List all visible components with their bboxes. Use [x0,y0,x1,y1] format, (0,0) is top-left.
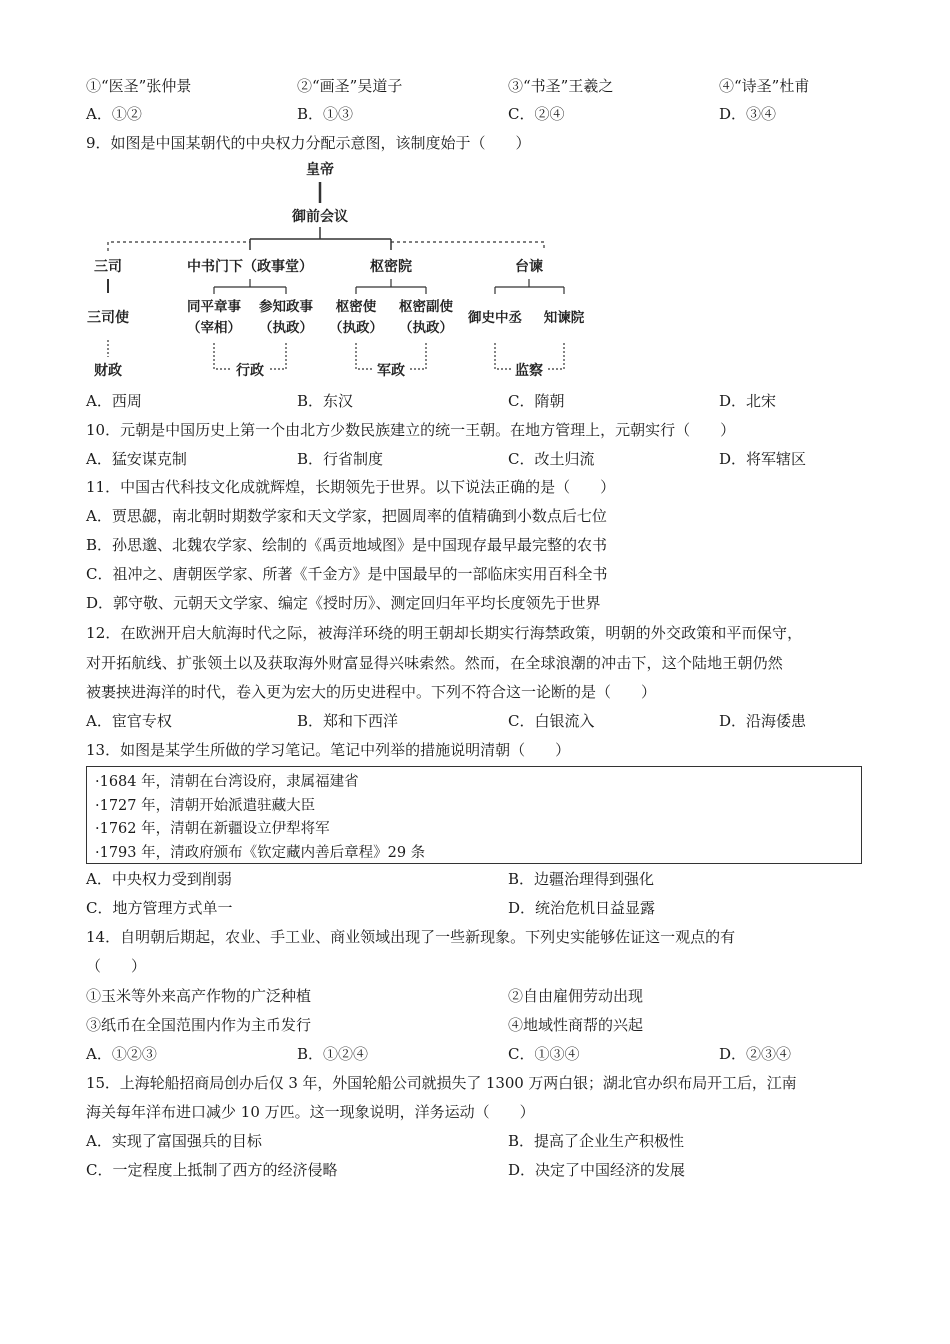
q9-stem: 9．如图是中国某朝代的中央权力分配示意图，该制度始于（ ） [86,134,531,152]
q14-option-d[interactable]: D．②③④ [719,1045,792,1063]
diagram-shumishi-note: （执政） [329,320,383,336]
q15-option-c[interactable]: C．一定程度上抵制了西方的经济侵略 [86,1161,338,1179]
note-line: ·1684 年，清朝在台湾设府，隶属福建省 [95,774,359,790]
diagram-zhongshumenxia: 中书门下（政事堂） [187,259,313,275]
diagram-dashed-connector [495,343,511,369]
q8-option-c[interactable]: C．②④ [508,105,565,123]
q8-option-a[interactable]: A．①② [86,105,142,123]
q15-option-d[interactable]: D．决定了中国经济的发展 [508,1161,686,1179]
q14-item-1: ①玉米等外来高产作物的广泛种植 [86,987,312,1005]
note-line: ·1727 年，清朝开始派遣驻藏大臣 [95,797,316,814]
q10-option-c[interactable]: C．改土归流 [508,450,595,468]
q9-option-a[interactable]: A．西周 [86,392,142,410]
diagram-dashed-connector [356,343,372,369]
diagram-taijian: 台谏 [515,259,543,275]
diagram-emperor: 皇帝 [306,162,334,178]
q15-stem-line-1: 15．上海轮船招商局创办后仅 3 年，外国轮船公司就损失了 1300 万两白银；湖北官办织布局开工后，江南 [86,1074,797,1092]
diagram-shumifushi-note: （执政） [399,320,453,336]
q9-option-c[interactable]: C．隋朝 [508,392,565,410]
q9-option-b[interactable]: B．东汉 [297,392,354,410]
note-line: ·1793 年，清政府颁布《钦定藏内善后章程》29 条 [95,844,426,861]
diagram-dashed-connector [548,343,564,369]
diagram-dashed-connector [269,343,286,369]
q10-stem: 10．元朝是中国历史上第一个由北方少数民族建立的统一王朝。在地方管理上，元朝实行（ ） [86,421,736,439]
diagram-sansi: 三司 [94,259,122,275]
q8-item-1: ①“医圣”张仲景 [86,77,192,95]
q11-option-a[interactable]: A．贾思勰，南北朝时期数学家和天文学家，把圆周率的值精确到小数点后七位 [86,507,607,525]
q14-item-4: ④地域性商帮的兴起 [508,1016,644,1034]
q14-item-3: ③纸币在全国范围内作为主币发行 [86,1016,312,1034]
note-line: ·1762 年，清朝在新疆设立伊犁将军 [95,821,330,837]
q14-stem-line-2: （ ） [86,957,147,975]
q8-item-3: ③“书圣”王羲之 [508,77,614,95]
q15-option-a[interactable]: A．实现了富国强兵的目标 [86,1132,262,1150]
diagram-area-finance: 财政 [94,363,122,379]
q14-option-b[interactable]: B．①②④ [297,1045,369,1063]
q13-stem: 13．如图是某学生所做的学习笔记。笔记中列举的措施说明清朝（ ） [86,741,571,759]
q13-option-b[interactable]: B．边疆治理得到强化 [508,870,655,888]
diagram-dashed-connector [214,343,231,369]
q14-option-a[interactable]: A．①②③ [86,1045,157,1063]
power-distribution-diagram [86,155,606,387]
q11-option-d[interactable]: D．郭守敬、元朝天文学家、编定《授时历》、测定回归年平均长度领先于世界 [86,594,601,612]
q12-option-d[interactable]: D．沿海倭患 [719,712,807,730]
diagram-shumiyuan: 枢密院 [370,259,412,275]
q13-option-c[interactable]: C．地方管理方式单一 [86,899,233,917]
diagram-shumifushi: 枢密副使 [399,299,453,315]
diagram-dashed-connector [108,242,250,251]
q8-option-d[interactable]: D．③④ [719,105,777,123]
q10-option-d[interactable]: D．将军辖区 [719,450,807,468]
q11-option-c[interactable]: C．祖冲之、唐朝医学家、所著《千金方》是中国最早的一部临床实用百科全书 [86,565,608,583]
q8-item-2: ②“画圣”吴道子 [297,77,403,95]
diagram-area-administration: 行政 [236,363,264,379]
diagram-dashed-connector [410,343,426,369]
diagram-council: 御前会议 [292,209,348,225]
q8-item-4: ④“诗圣”杜甫 [719,77,810,95]
diagram-shumishi: 枢密使 [335,299,377,315]
q10-option-b[interactable]: B．行省制度 [297,450,384,468]
q14-stem-line-1: 14．自明朝后期起，农业、手工业、商业领域出现了一些新现象。下列史实能够佐证这一观点的有 [86,928,736,946]
diagram-canzhizhengshi-note: （执政） [259,320,313,336]
q14-option-c[interactable]: C．①③④ [508,1045,580,1063]
q13-option-d[interactable]: D．统治危机日益显露 [508,899,656,917]
q12-option-c[interactable]: C．白银流入 [508,712,595,730]
diagram-dashed-connector [391,242,544,251]
q12-stem-line-3: 被裹挟进海洋的时代，卷入更为宏大的历史进程中。下列不符合这一论断的是（ ） [86,683,657,701]
q14-item-2: ②自由雇佣劳动出现 [508,987,644,1005]
diagram-tongpingzhangshi: 同平章事 [187,299,241,315]
q12-option-b[interactable]: B．郑和下西洋 [297,712,399,730]
study-notes-box [86,766,862,864]
diagram-zhijianyuan: 知谏院 [543,310,585,326]
q9-option-d[interactable]: D．北宋 [719,392,777,410]
q11-stem: 11．中国古代科技文化成就辉煌，长期领先于世界。以下说法正确的是（ ） [86,478,616,496]
diagram-yushizhongcheng: 御史中丞 [468,310,522,326]
q12-option-a[interactable]: A．宦官专权 [86,712,172,730]
q11-option-b[interactable]: B．孙思邈、北魏农学家、绘制的《禹贡地域图》是中国现存最早最完整的农书 [86,536,608,554]
q15-option-b[interactable]: B．提高了企业生产积极性 [508,1132,685,1150]
diagram-area-supervision: 监察 [515,363,543,379]
q8-option-b[interactable]: B．①③ [297,105,354,123]
q10-option-a[interactable]: A．猛安谋克制 [86,450,187,468]
q12-stem-line-2: 对开拓航线、扩张领土以及获取海外财富显得兴味索然。然而，在全球浪潮的冲击下，这个陆地王朝仍然 [86,654,783,672]
q15-stem-line-2: 海关每年洋布进口减少 10 万匹。这一现象说明，洋务运动（ ） [86,1103,535,1121]
q12-stem-line-1: 12．在欧洲开启大航海时代之际，被海洋环绕的明王朝却长期实行海禁政策，明朝的外交政策和平而保守， [86,624,803,642]
diagram-canzhizhengshi: 参知政事 [259,299,313,315]
diagram-tongpingzhangshi-note: （宰相） [187,320,241,336]
q13-option-a[interactable]: A．中央权力受到削弱 [86,870,232,888]
diagram-area-military: 军政 [377,363,405,379]
diagram-sansishi: 三司使 [87,310,129,326]
